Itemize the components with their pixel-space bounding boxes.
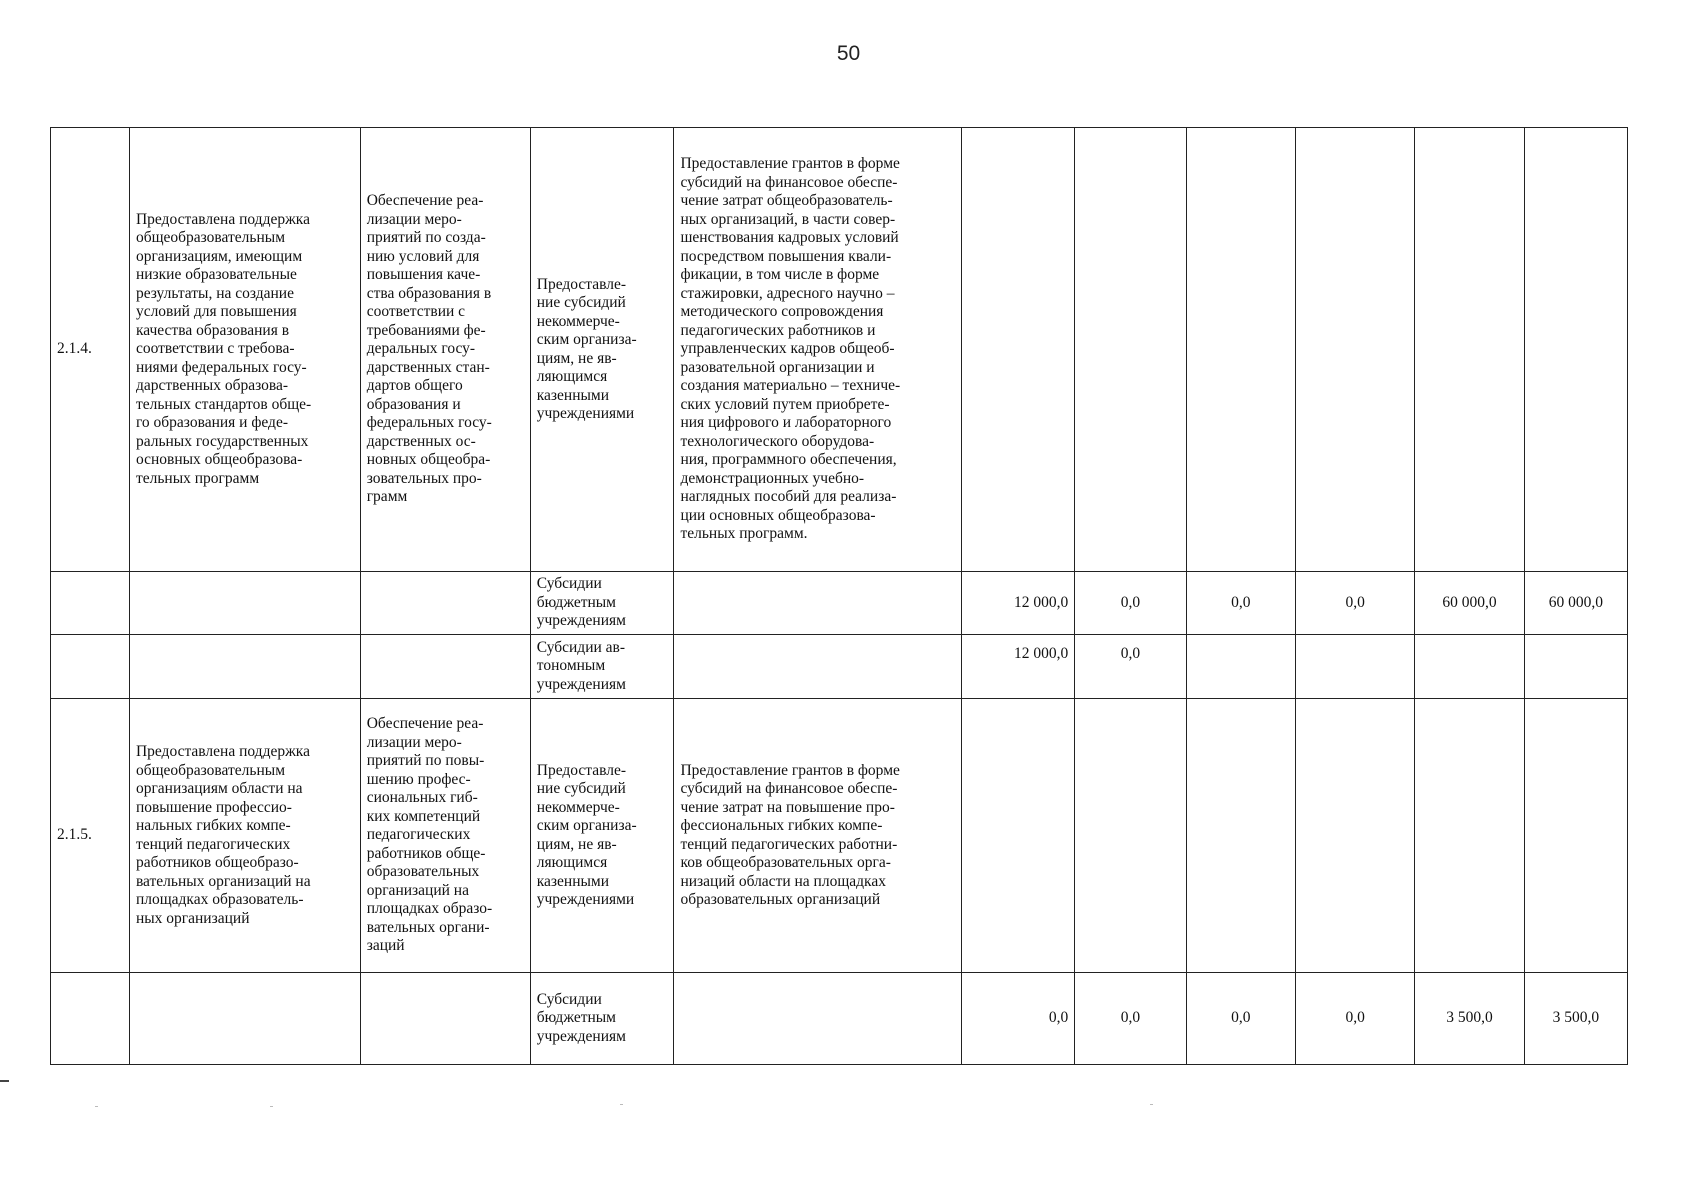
value-cell: [1295, 635, 1414, 699]
scan-speck: [1150, 1104, 1153, 1105]
scan-speck: [95, 1106, 98, 1107]
value-cell: [1415, 635, 1524, 699]
row-code: 2.1.4.: [51, 128, 130, 572]
value-cell: 0,0: [1295, 572, 1414, 635]
subsidy-type: Предоставле- ние субсидий некоммерче- ским организа- циям, не яв- ляющимся казенными учреждениями: [536, 761, 637, 908]
value-cell: [1186, 699, 1295, 973]
budget-measures-table: [50, 127, 1628, 1065]
measure-text: Обеспечение реа- лизации меро- приятий по повы- шению профес- сиональных гиб- ких компетенций педагогических работников обще- образовательных организаций на площадках образо- вательных органи- заций: [366, 715, 493, 955]
value-cell: [1075, 699, 1186, 973]
value-cell: [1524, 128, 1627, 572]
scan-speck: [270, 1106, 273, 1107]
table-row: [51, 699, 1628, 973]
measure-text: Обеспечение реа- лизации меро- приятий по созда- нию условий для повышения каче- ства образования в соответствии с требованиями фе- деральных госу- дарственных стан- дартов общего образования и федеральных госу- дарственных ос- новных общеобра- зовательных про- грамм: [366, 192, 492, 506]
value-cell: 0,0: [1186, 572, 1295, 635]
description-text: Предоставление грантов в форме субсидий на финансовое обеспе- чение затрат общеобразователь- ных организаций, в части совер- шенствования кадровых условий посредством повышения квали- фикации, в том числе в форме стажировки, адресного научно – методического сопровождения педагогических работников и управленческих кадров общеоб- разовательной организации и создания материально – техниче- ских условий путем приобрете- ния цифрового и лабораторного технологического оборудова- ния, программного обеспечения, демонстрационных учебно- наглядных пособий для реализа- ции основных общеобразова- тельных программ.: [680, 155, 901, 543]
subsidy-type: Субсидии бюджетным учреждениям: [536, 575, 626, 630]
value-cell: 3 500,0: [1415, 973, 1524, 1065]
value-cell: [1415, 128, 1524, 572]
result-text: Предоставлена поддержка общеобразовательным организациям области на повышение профессио- нальных гибких компе- тенций педагогических работников общеобразо- вательных организаций на площадках образователь- ных организаций: [135, 743, 311, 927]
value-cell: [1075, 128, 1186, 572]
table-row: [51, 572, 1628, 635]
value-cell: 12 000,0: [961, 572, 1074, 635]
value-cell: [1295, 699, 1414, 973]
value-cell: 60 000,0: [1415, 572, 1524, 635]
subsidy-type: Субсидии ав- тономным учреждениям: [536, 638, 626, 693]
value-cell: 0,0: [1075, 973, 1186, 1065]
scan-edge-mark: [0, 1080, 9, 1082]
value-cell: [961, 699, 1074, 973]
value-cell: [1186, 128, 1295, 572]
value-cell: 12 000,0: [961, 635, 1074, 699]
value-cell: 3 500,0: [1524, 973, 1627, 1065]
subsidy-type: Субсидии бюджетным учреждениям: [536, 990, 626, 1045]
description-text: Предоставление грантов в форме субсидий на финансовое обеспе- чение затрат на повышение про- фессиональных гибких компе- тенций педагогических работни- ков общеобразовательных орга- низаций области на площадках образовательных организаций: [680, 761, 900, 908]
value-cell: 0,0: [1075, 572, 1186, 635]
table-row: [51, 635, 1628, 699]
value-cell: [1524, 699, 1627, 973]
value-cell: 0,0: [1186, 973, 1295, 1065]
value-cell: 0,0: [961, 973, 1074, 1065]
value-cell: [1295, 128, 1414, 572]
value-cell: 60 000,0: [1524, 572, 1627, 635]
page-number: 50: [836, 42, 861, 65]
value-cell: [1415, 699, 1524, 973]
value-cell: [961, 128, 1074, 572]
subsidy-type: Предоставле- ние субсидий некоммерче- ским организа- циям, не яв- ляющимся казенными учреждениями: [536, 275, 637, 422]
result-text: Предоставлена поддержка общеобразовательным организациям, имеющим низкие образовательные результаты, на создание условий для повышения качества образования в соответствии с требова- ниями федеральных госу- дарственных образова- тельных стандартов обще- го образования и феде- ральных государственных основных общеобразова- тельных программ: [135, 210, 312, 487]
row-code: 2.1.5.: [51, 699, 130, 973]
value-cell: [1186, 635, 1295, 699]
value-cell: 0,0: [1075, 635, 1186, 699]
value-cell: [1524, 635, 1627, 699]
table-row: [51, 973, 1628, 1065]
table-row: [51, 128, 1628, 572]
value-cell: 0,0: [1295, 973, 1414, 1065]
scan-speck: [620, 1104, 623, 1105]
